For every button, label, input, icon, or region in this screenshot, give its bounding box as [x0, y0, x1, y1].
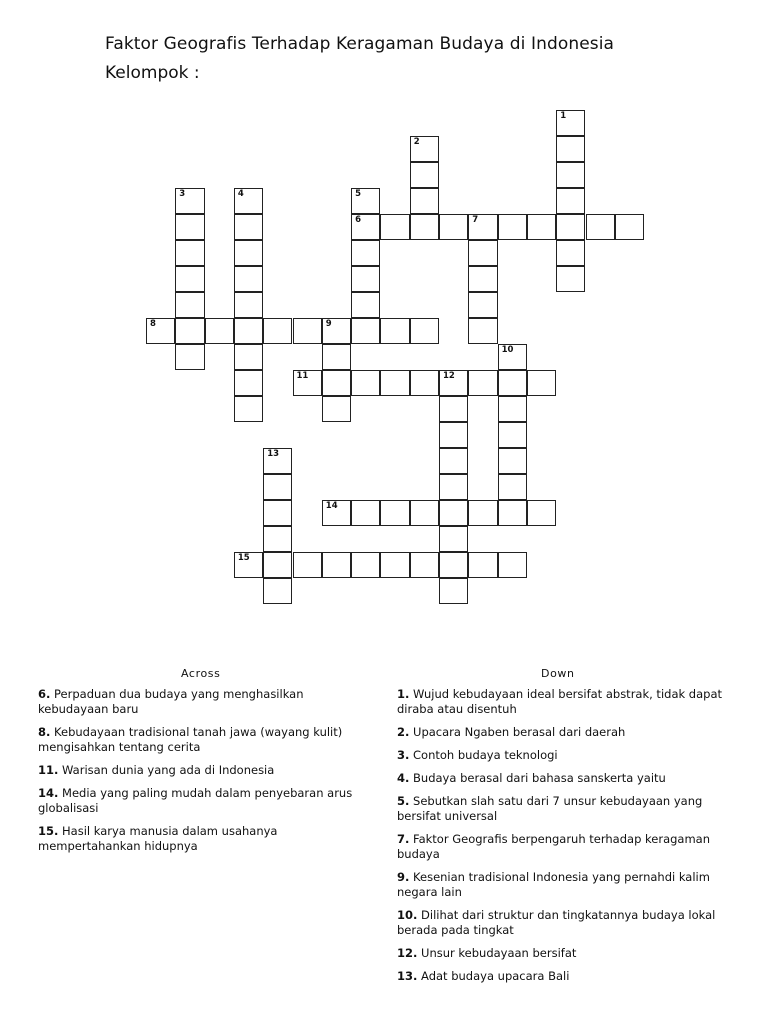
- cell-number: 3: [179, 189, 186, 199]
- crossword-cell[interactable]: [468, 266, 497, 292]
- crossword-cell[interactable]: [322, 396, 351, 422]
- crossword-cell[interactable]: [498, 370, 527, 396]
- crossword-cell[interactable]: [439, 552, 468, 578]
- crossword-cell[interactable]: [556, 162, 585, 188]
- crossword-cell[interactable]: [527, 500, 556, 526]
- crossword-cell[interactable]: [263, 474, 292, 500]
- crossword-cell[interactable]: [410, 136, 439, 162]
- cell-number: 5: [355, 189, 362, 199]
- crossword-cell[interactable]: [468, 292, 497, 318]
- crossword-cell[interactable]: [410, 214, 439, 240]
- down-clue: 12. Unsur kebudayaan bersifat: [397, 946, 577, 960]
- crossword-cell[interactable]: [556, 136, 585, 162]
- crossword-cell[interactable]: [498, 214, 527, 240]
- crossword-cell[interactable]: [498, 500, 527, 526]
- group-label: Kelompok :: [105, 63, 200, 83]
- crossword-cell[interactable]: [351, 318, 380, 344]
- down-clue: 1. Wujud kebudayaan ideal bersifat abstrak, tidak dapat diraba atau disentuh: [397, 687, 723, 716]
- crossword-cell[interactable]: [234, 240, 263, 266]
- crossword-cell[interactable]: [410, 318, 439, 344]
- crossword-cell[interactable]: [234, 214, 263, 240]
- crossword-cell[interactable]: [380, 500, 409, 526]
- crossword-cell[interactable]: [468, 240, 497, 266]
- crossword-cell[interactable]: [234, 396, 263, 422]
- crossword-cell[interactable]: [175, 188, 204, 214]
- down-clue: 4. Budaya berasal dari bahasa sanskerta yaitu: [397, 771, 666, 785]
- down-heading: Down: [541, 667, 575, 680]
- crossword-cell[interactable]: [263, 500, 292, 526]
- across-clue: 14. Media yang paling mudah dalam penyebaran arus globalisasi: [38, 786, 353, 815]
- crossword-cell[interactable]: [263, 448, 292, 474]
- crossword-cell[interactable]: [234, 370, 263, 396]
- across-clue: 11. Warisan dunia yang ada di Indonesia: [38, 763, 275, 777]
- crossword-cell[interactable]: [322, 552, 351, 578]
- crossword-cell[interactable]: [439, 448, 468, 474]
- across-clue: 6. Perpaduan dua budaya yang menghasilkan kebudayaan baru: [38, 687, 304, 716]
- crossword-cell[interactable]: [468, 552, 497, 578]
- crossword-cell[interactable]: [615, 214, 644, 240]
- cell-number: 15: [237, 553, 250, 563]
- page-title: Faktor Geografis Terhadap Keragaman Budaya di Indonesia: [105, 34, 615, 54]
- crossword-cell[interactable]: [439, 578, 468, 604]
- crossword-cell[interactable]: [468, 370, 497, 396]
- crossword-cell[interactable]: [234, 188, 263, 214]
- across-clues: [38, 687, 358, 862]
- crossword-cell[interactable]: [380, 214, 409, 240]
- crossword-cell[interactable]: [527, 214, 556, 240]
- crossword-cell[interactable]: [351, 370, 380, 396]
- crossword-cell[interactable]: [380, 318, 409, 344]
- cell-number: 4: [237, 189, 244, 199]
- crossword-cell[interactable]: [410, 370, 439, 396]
- crossword-cell[interactable]: [322, 370, 351, 396]
- crossword-cell[interactable]: [556, 266, 585, 292]
- crossword-cell[interactable]: [527, 370, 556, 396]
- crossword-cell[interactable]: [205, 318, 234, 344]
- crossword-cell[interactable]: [498, 474, 527, 500]
- crossword-cell[interactable]: [498, 552, 527, 578]
- crossword-cell[interactable]: [234, 318, 263, 344]
- crossword-cell[interactable]: [439, 500, 468, 526]
- cell-number: 11: [296, 371, 309, 381]
- crossword-cell[interactable]: [175, 344, 204, 370]
- down-clue: 2. Upacara Ngaben berasal dari daerah: [397, 725, 626, 739]
- crossword-cell[interactable]: [263, 526, 292, 552]
- crossword-cell[interactable]: [410, 552, 439, 578]
- crossword-cell[interactable]: [468, 500, 497, 526]
- down-clue: 13. Adat budaya upacara Bali: [397, 969, 570, 983]
- crossword-cell[interactable]: [146, 318, 175, 344]
- crossword-cell[interactable]: [351, 552, 380, 578]
- crossword-cell[interactable]: [234, 292, 263, 318]
- crossword-cell[interactable]: [439, 214, 468, 240]
- cell-number: 14: [325, 501, 338, 511]
- crossword-cell[interactable]: [498, 422, 527, 448]
- down-clues: [397, 687, 727, 992]
- crossword-cell[interactable]: [556, 188, 585, 214]
- across-clue: 8. Kebudayaan tradisional tanah jawa (wayang kulit) mengisahkan tentang cerita: [38, 725, 343, 754]
- crossword-cell[interactable]: [556, 240, 585, 266]
- crossword-cell[interactable]: [439, 526, 468, 552]
- crossword-cell[interactable]: [439, 396, 468, 422]
- crossword-cell[interactable]: [556, 214, 585, 240]
- crossword-cell[interactable]: [293, 318, 322, 344]
- crossword-cell[interactable]: [468, 318, 497, 344]
- crossword-cell[interactable]: [175, 292, 204, 318]
- crossword-cell[interactable]: [351, 240, 380, 266]
- crossword-cell[interactable]: [439, 422, 468, 448]
- down-clue: 9. Kesenian tradisional Indonesia yang pernahdi kalim negara lain: [397, 870, 710, 899]
- crossword-cell[interactable]: [175, 214, 204, 240]
- crossword-cell[interactable]: [322, 344, 351, 370]
- cell-number: 7: [472, 215, 479, 225]
- crossword-cell[interactable]: [175, 318, 204, 344]
- crossword-cell[interactable]: [263, 318, 292, 344]
- cell-number: 1: [560, 111, 567, 121]
- crossword-cell[interactable]: [175, 240, 204, 266]
- crossword-cell[interactable]: [498, 344, 527, 370]
- crossword-cell[interactable]: [293, 370, 322, 396]
- crossword-cell[interactable]: [439, 370, 468, 396]
- cell-number: 6: [355, 215, 362, 225]
- crossword-cell[interactable]: [351, 266, 380, 292]
- crossword-cell[interactable]: [468, 214, 497, 240]
- crossword-cell[interactable]: [586, 214, 615, 240]
- across-clue: 15. Hasil karya manusia dalam usahanya mempertahankan hidupnya: [38, 824, 278, 853]
- down-clue: 10. Dilihat dari struktur dan tingkatannya budaya lokal berada pada tingkat: [397, 908, 716, 937]
- crossword-cell[interactable]: [351, 214, 380, 240]
- crossword-cell[interactable]: [498, 448, 527, 474]
- cell-number: 2: [413, 137, 420, 147]
- crossword-cell[interactable]: [175, 266, 204, 292]
- crossword-cell[interactable]: [322, 318, 351, 344]
- crossword-cell[interactable]: [410, 162, 439, 188]
- cell-number: 8: [150, 319, 156, 329]
- crossword-cell[interactable]: [439, 474, 468, 500]
- crossword-cell[interactable]: [556, 110, 585, 136]
- cell-number: 12: [443, 371, 455, 381]
- crossword-cell[interactable]: [410, 188, 439, 214]
- crossword-cell[interactable]: [410, 500, 439, 526]
- down-clue: 7. Faktor Geografis berpengaruh terhadap keragaman budaya: [397, 832, 711, 861]
- across-heading: Across: [181, 667, 221, 680]
- crossword-cell[interactable]: [234, 266, 263, 292]
- crossword-cell[interactable]: [263, 578, 292, 604]
- crossword-cell[interactable]: [380, 370, 409, 396]
- crossword-cell[interactable]: [351, 292, 380, 318]
- crossword-cell[interactable]: [234, 552, 263, 578]
- down-clue: 5. Sebutkan slah satu dari 7 unsur kebudayaan yang bersifat universal: [397, 794, 703, 823]
- crossword-cell[interactable]: [263, 552, 292, 578]
- crossword-cell[interactable]: [293, 552, 322, 578]
- crossword-cell[interactable]: [351, 500, 380, 526]
- crossword-cell[interactable]: [380, 552, 409, 578]
- cell-number: 13: [267, 449, 280, 459]
- crossword-cell[interactable]: [351, 188, 380, 214]
- cell-number: 10: [501, 345, 514, 355]
- crossword-cell[interactable]: [322, 500, 351, 526]
- down-clue: 3. Contoh budaya teknologi: [397, 748, 558, 762]
- crossword-cell[interactable]: [498, 396, 527, 422]
- crossword-cell[interactable]: [234, 344, 263, 370]
- cell-number: 9: [325, 319, 332, 329]
